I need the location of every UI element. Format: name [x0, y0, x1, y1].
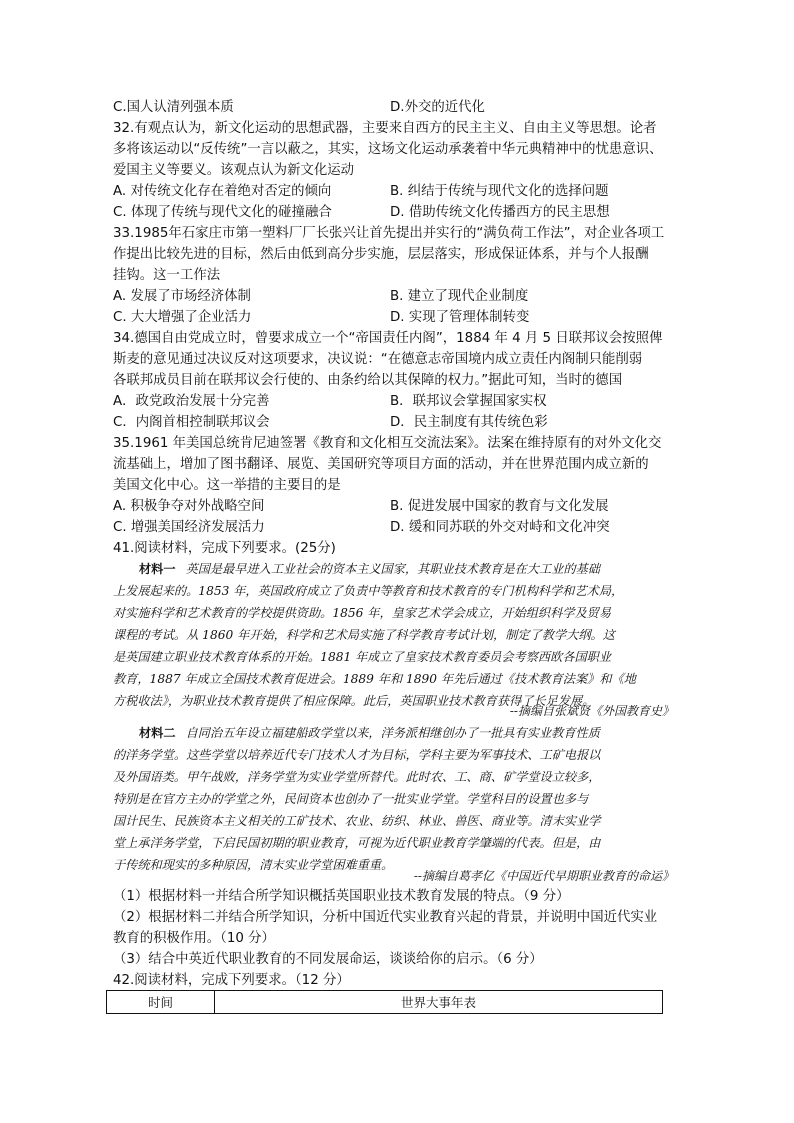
q41-material-2-source: --摘编自葛孝亿《中国近代早期职业教育的命运》	[413, 869, 674, 883]
q41-material-1-first-line	[113, 558, 681, 580]
q41-requirement-2: （2）根据材料二并结合所学知识，分析中国近代实业教育兴起的背景，并说明中国近代实业	[113, 910, 658, 925]
q41-material-1-line: 上发展起来的。1853 年，英国政府成立了负责中等教育和技术教育的专门机构科学和艺术局，	[113, 584, 624, 598]
q41-material-2-line: 及外国语类。甲午战败，洋务学堂为实业学堂所替代。此时农、工、商、矿学堂设立较多，	[113, 770, 601, 784]
q33-option-b: B. 建立了现代企业制度	[390, 289, 529, 304]
q32-stem-line: 多将该运动以“反传统”一言以蔽之，其实，这场文化运动承袭着中华元典精神中的忧患意识、	[113, 142, 663, 157]
q41-material-2-first-line	[113, 722, 681, 744]
q34-option-a: A．政党政治发展十分完善	[113, 394, 270, 409]
q35-option-c: C. 增强美国经济发展活力	[113, 520, 265, 535]
q32-option-c: C. 体现了传统与现代文化的碰撞融合	[113, 205, 332, 220]
q31-option-c: C.国人认清列强本质	[113, 100, 234, 115]
q33-stem-line: 作提出比较先进的目标，然后由低到高分步实施，层层落实，形成保证体系，并与个人报酬	[113, 247, 649, 262]
q41-requirement-2-cont: 教育的积极作用。（10 分）	[113, 931, 275, 946]
q35-stem-line: 35.1961 年美国总统肯尼迪签署《教育和文化相互交流法案》。法案在维持原有的对外文化交	[113, 436, 662, 451]
table-header-events: 世界大事年表	[215, 991, 663, 1014]
q32-option-b: B. 纠结于传统与现代文化的选择问题	[390, 184, 609, 199]
q32-stem-line: 32.有观点认为，新文化运动的思想武器，主要来自西方的民主主义、自由主义等思想。论者	[113, 121, 657, 136]
q41-material-1-label: 材料一	[139, 562, 176, 576]
q41-material-1-source: --摘编自张斌贤《外国教育史》	[509, 704, 674, 718]
q41-material-2-line: 特别是在官方主办的学堂之外，民间资本也创办了一批实业学堂。学堂科目的设置也多与	[113, 792, 589, 806]
q42-stem: 42.阅读材料，完成下列要求。（12 分）	[113, 973, 350, 988]
q41-material-2-line: 国计民生、民族资本主义相关的工矿技术、农业、纺织、林业、兽医、商业等。清末实业学	[113, 814, 601, 828]
q41-material-2-line: 的洋务学堂。这些学堂以培养近代专门技术人才为目标，学科主要为军事技术、工矿电报以	[113, 748, 601, 762]
q32-option-d: D. 借助传统文化传播西方的民主思想	[390, 205, 610, 220]
table-header-time: 时间	[107, 991, 215, 1014]
q35-option-a: A. 积极争夺对外战略空间	[113, 499, 265, 514]
q32-stem-line: 爱国主义等要义。该观点认为新文化运动	[113, 163, 355, 178]
q35-option-d: D. 缓和同苏联的外交对峙和文化冲突	[390, 520, 610, 535]
q33-option-c: C. 大大增强了企业活力	[113, 310, 252, 325]
q41-material-1-line: 课程的考试。从 1860 年开始，科学和艺术局实施了科学教育考试计划，制定了教学大纲。这	[113, 628, 615, 642]
q34-stem-line: 各联邦成员目前在联邦议会行使的、由条约给以其保障的权力。”据此可知，当时的德国	[113, 373, 623, 388]
q33-stem-line: 33.1985年石家庄市第一塑料厂厂长张兴让首先提出并实行的“满负荷工作法”，对企业各项工	[113, 226, 665, 241]
q41-material-2-line: 堂上承洋务学堂，下启民国初期的职业教育，可视为近代职业教育学肇端的代表。但是，由	[113, 836, 601, 850]
q41-material-2-text: 自同治五年设立福建船政学堂以来，洋务派相继创办了一批具有实业教育性质	[185, 726, 600, 740]
world-events-table	[106, 990, 663, 1014]
q35-stem-line: 美国文化中心。这一举措的主要目的是	[113, 478, 341, 493]
q41-requirement-3: （3）结合中英近代职业教育的不同发展命运，谈谈给你的启示。（6 分）	[113, 952, 543, 967]
q33-option-a: A. 发展了市场经济体制	[113, 289, 251, 304]
q34-stem-line: 斯麦的意见通过决议反对这项要求，决议说：“在德意志帝国境内成立责任内阁制只能削弱	[113, 352, 643, 367]
q41-material-1-line: 对实施科学和艺术教育的学校提供资助。1856 年，皇家艺术学会成立，开始组织科学及贸易	[113, 606, 612, 620]
q41-material-1-line: 是英国建立职业技术教育体系的开始。1881 年成立了皇家技术教育委员会考察西欧各国职业	[113, 650, 612, 664]
q33-option-d: D. 实现了管理体制转变	[390, 310, 530, 325]
q41-material-2-label: 材料二	[139, 726, 176, 740]
q41-material-2-line: 于传统和现实的多种原因，清末实业学堂困难重重。	[113, 858, 394, 872]
q41-requirement-1: （1）根据材料一并结合所学知识概括英国职业技术教育发展的特点。（9 分）	[113, 889, 570, 904]
q41-stem: 41.阅读材料，完成下列要求。(25分)	[113, 541, 336, 556]
q41-material-1-text: 英国是最早进入工业社会的资本主义国家，其职业技术教育是在大工业的基础	[185, 562, 600, 576]
table-header-row	[107, 991, 663, 1014]
q33-stem-line: 挂钩。这一工作法	[113, 268, 221, 283]
q34-option-d: D．民主制度有其传统色彩	[390, 415, 548, 430]
q32-option-a: A. 对传统文化存在着绝对否定的倾向	[113, 184, 332, 199]
q31-option-d: D.外交的近代化	[390, 100, 485, 115]
q41-material-1-line: 教育，1887 年成立全国技术教育促进会。1889 年和 1890 年先后通过《技术教育法案》和《地	[113, 672, 636, 686]
q35-option-b: B. 促进发展中国家的教育与文化发展	[390, 499, 609, 514]
q34-stem-line: 34.德国自由党成立时，曾要求成立一个“帝国责任内阁”，1884 年 4 月 5 日联邦议会按照俾	[113, 331, 663, 346]
q35-stem-line: 流基础上，增加了图书翻译、展览、美国研究等项目方面的活动，并在世界范围内成立新的	[113, 457, 649, 472]
q34-option-c: C．内阁首相控制联邦议会	[113, 415, 270, 430]
q34-option-b: B．联邦议会掌握国家实权	[390, 394, 547, 409]
q41-material-1-line: 方税收法》，为职业技术教育提供了相应保障。此后，英国职业技术教育获得了长足发展。	[113, 694, 595, 708]
